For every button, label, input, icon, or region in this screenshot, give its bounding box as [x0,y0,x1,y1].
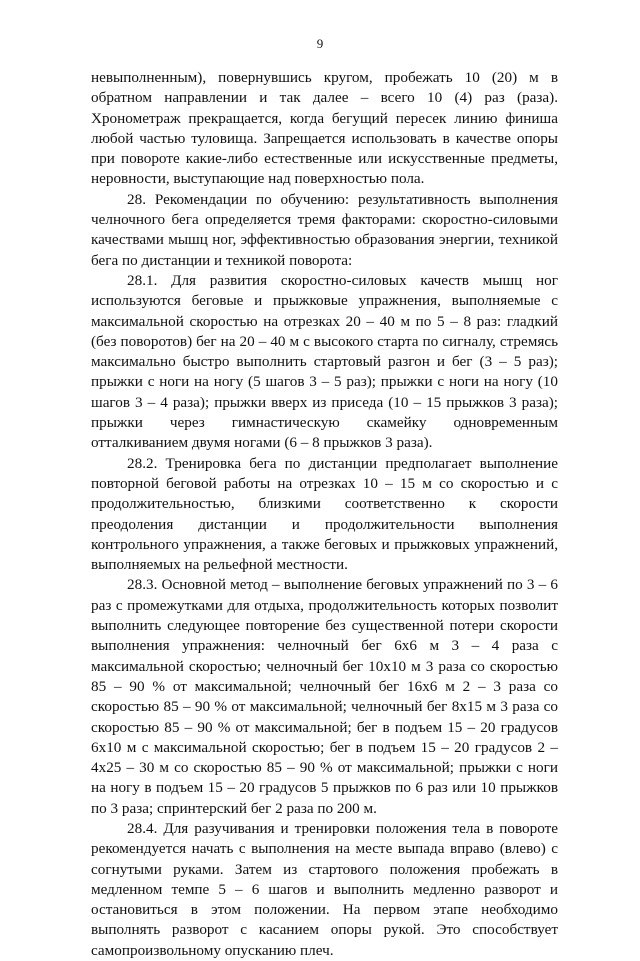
paragraph-28-3: 28.3. Основной метод – выполнение беговых упражнений по 3 – 6 раз с промежутками для отдыха, продолжительность которых позволит выполнить следующее повторение без существенной потери скорости выполнения упражнения: челночный бег 6х6 м 3 – 4 раза с максимальной скоростью; челночный бег 10х10 м 3 раза со скоростью 85 – 90 % от максимальной; челночный бег 16х6 м 2 – 3 раза со скоростью 85 – 90 % от максимальной; челночный бег 8х15 м 3 раза со скоростью 85 – 90 % от максимальной; бег в подъем 15 – 20 градусов 6х10 м с максимальной скоростью; бег в подъем 15 – 20 градусов 2 – 4х25 – 30 м со скоростью 85 – 90 % от максимальной; прыжки с ноги на ногу в подъем 15 – 20 градусов 5 прыжков по 6 раз или 10 прыжков по 3 раза; спринтерский бег 2 раза по 200 м. [91,576,558,817]
paragraph-continuation: невыполненным), повернувшись кругом, пробежать 10 (20) м в обратном направлении и так далее – всего 10 (4) раз (разa). Хронометраж прекращается, когда бегущий пересек линию финиша любой частью туловища. Запрещается использовать в качестве опоры при повороте какие-либо естественные или искусственные предметы, неровности, выступающие над поверхностью пола. [91,69,558,188]
body-text [91,68,558,961]
paragraph-28-4: 28.4. Для разучивания и тренировки положения тела в повороте рекомендуется начать с выполнения на месте выпада вправо (влево) с согнутыми руками. Затем из стартового положения пробежать в медленном темпе 5 – 6 шагов и выполнить медленно разворот и остановиться в этом положении. На первом этапе необходимо выполнять разворот с касанием опоры рукой. Это способствует самопроизвольному опусканию плеч. [91,819,558,959]
page-number: 9 [316,36,324,51]
paragraph-28-2: 28.2. Тренировка бега по дистанции предполагает выполнение повторной беговой работы на отрезках 10 – 15 м со скоростью и с продолжительностью, близкими соответственно к скорости преодоления дистанции и продолжительности выполнения контрольного упражнения, а также беговых и прыжковых упражнений, выполняемых на рельефной местности. [91,454,558,574]
paragraph-28-1: 28.1. Для развития скоростно-силовых качеств мышц ног используются беговые и прыжковые упражнения, выполняемые с максимальной скоростью на отрезках 20 – 40 м по 5 – 8 раз: гладкий (без поворотов) бег на 20 – 40 м с высокого старта по сигналу, стремясь максимально быстро выполнить стартовый разгон и бег (3 – 5 раз); прыжки с ноги на ногу (5 шагов 3 – 5 раз); прыжки с ноги на ногу (10 шагов 3 – 4 раза); прыжки вверх из приседа (10 – 15 прыжков 3 раза); прыжки через гимнастическую скамейку одновременным отталкиванием двумя ногами (6 – 8 прыжков 3 раза). [91,271,558,452]
paragraph-28: 28. Рекомендации по обучению: результативность выполнения челночного бега определяется тремя факторами: скоростно-силовыми качествами мышц ног, эффективностью образования энергии, техникой бега по дистанции и техникой поворота: [91,190,558,269]
